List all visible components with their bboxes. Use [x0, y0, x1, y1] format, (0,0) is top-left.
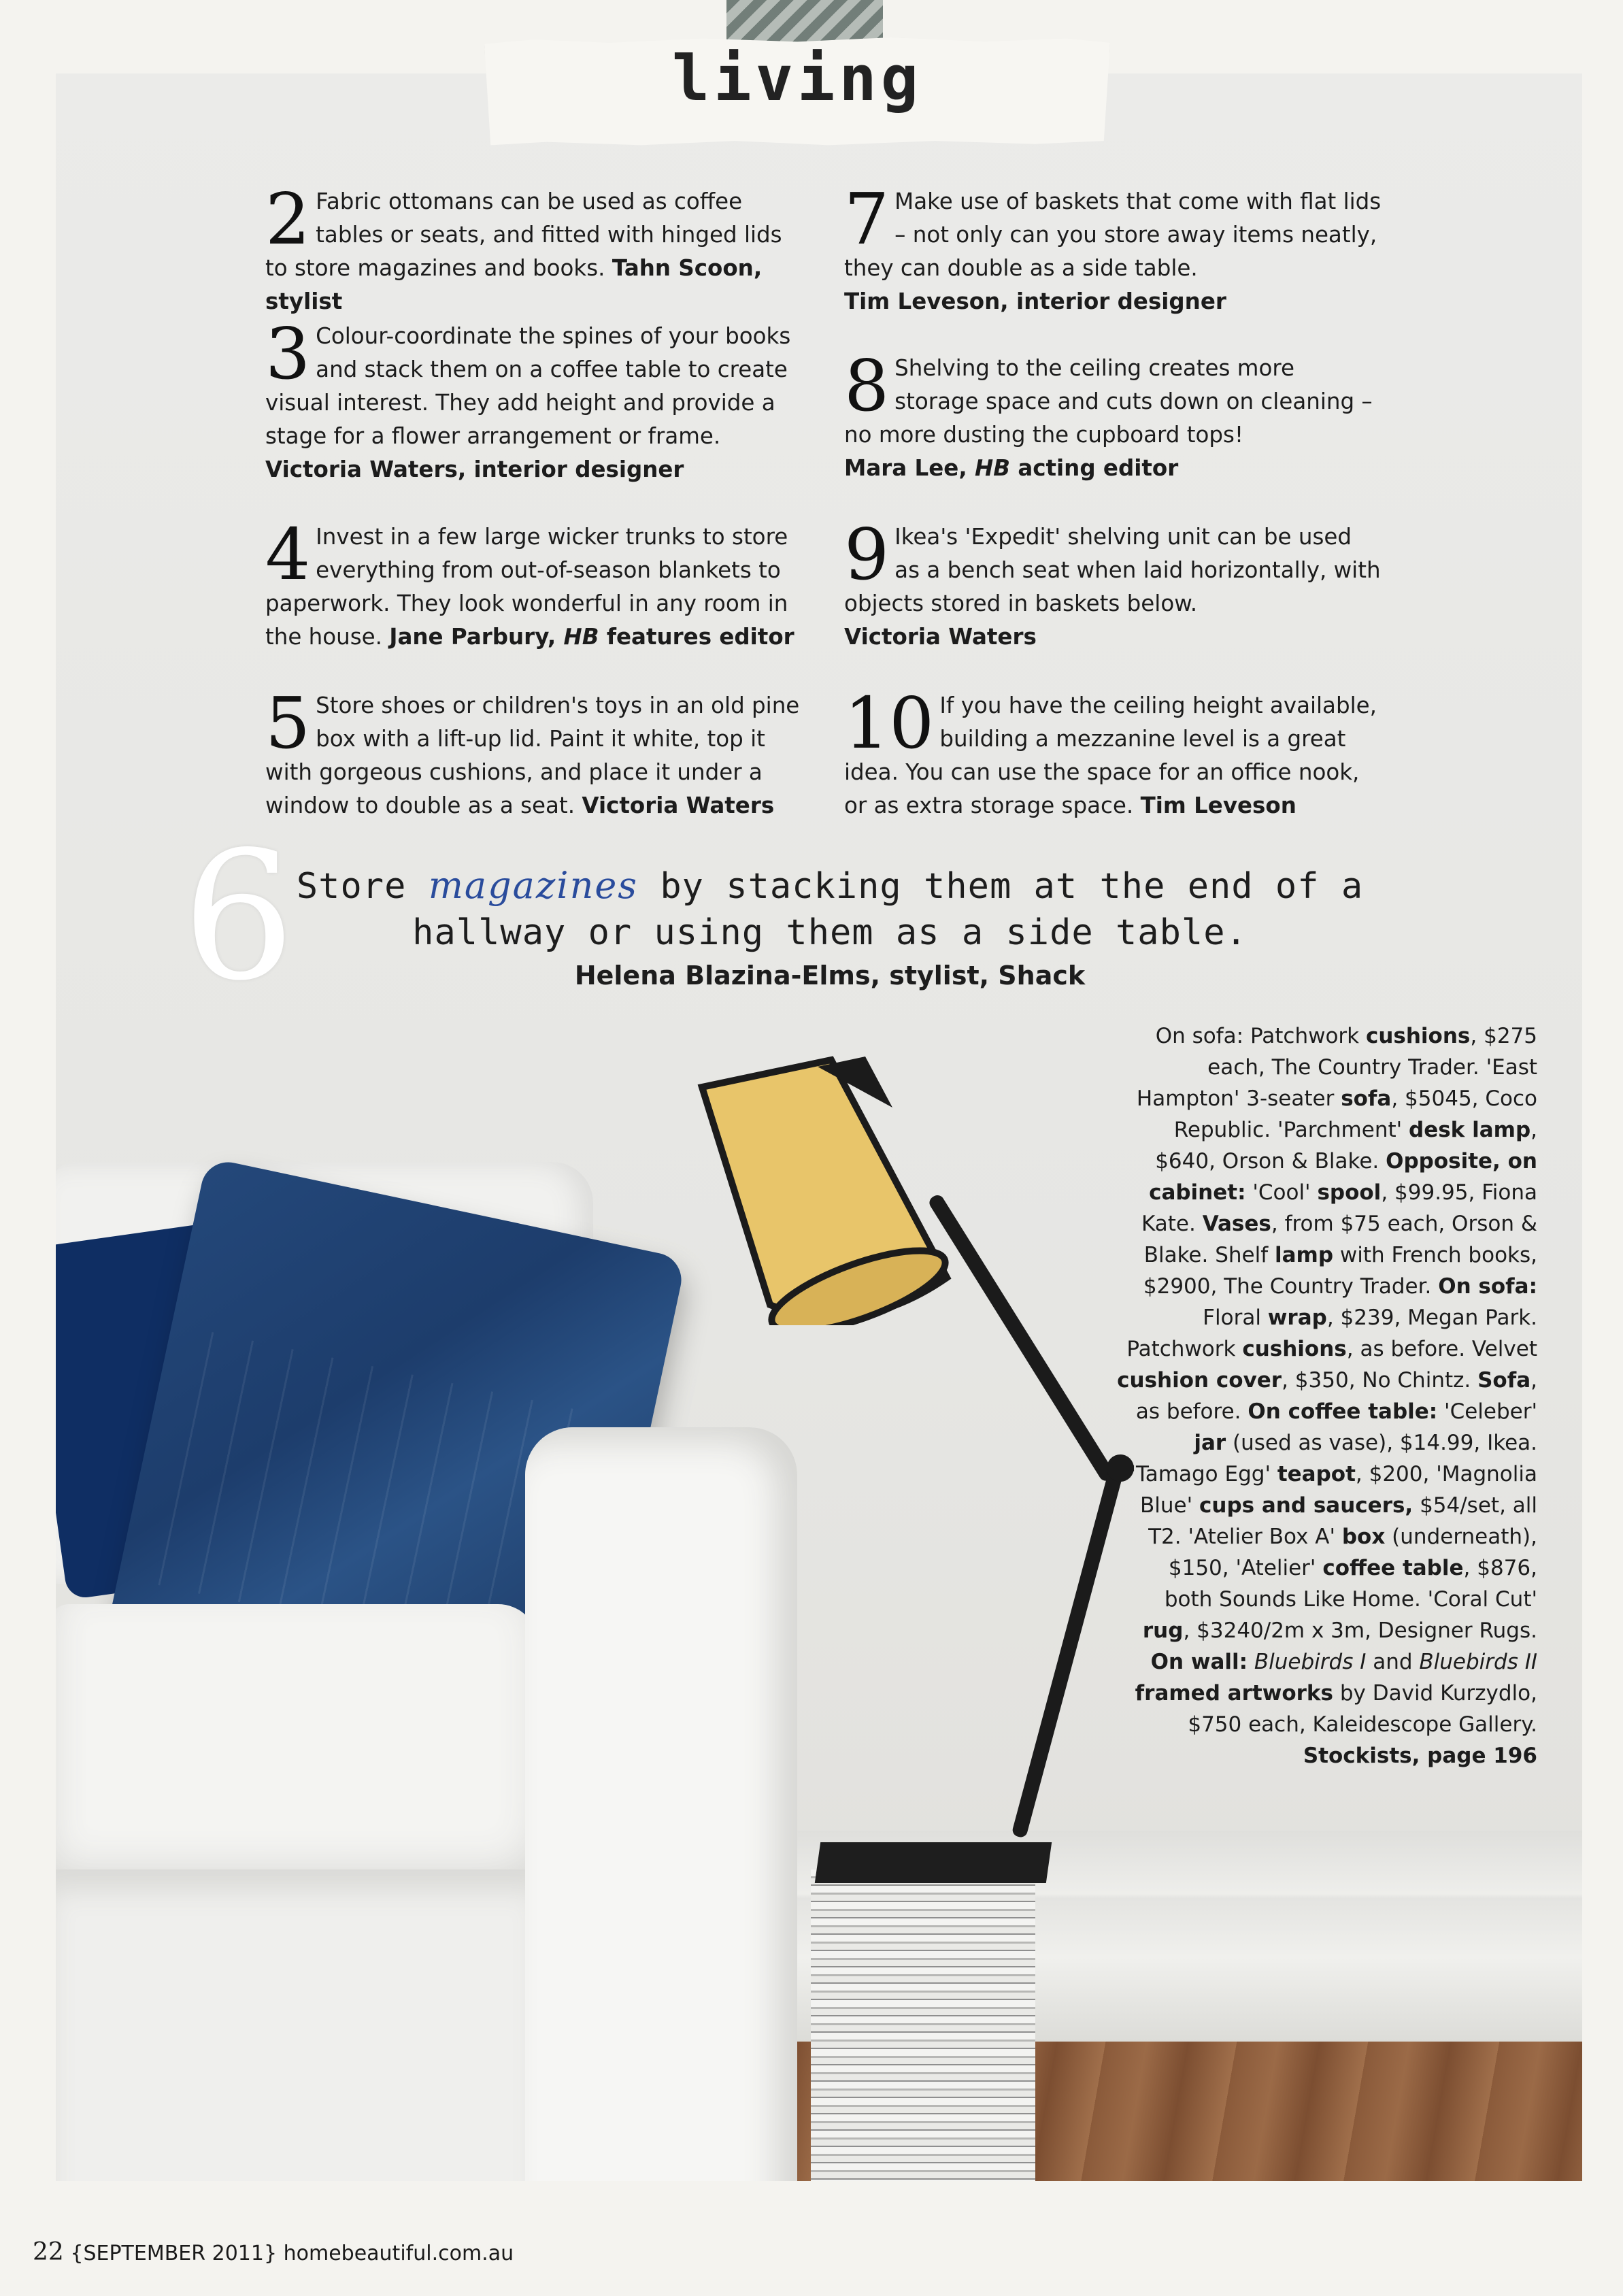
caption-run: cups and saucers, — [1199, 1493, 1413, 1518]
caption-run: On wall: — [1150, 1650, 1248, 1674]
tip-credit: Victoria Waters — [844, 624, 1037, 650]
tip-number: 4 — [265, 513, 311, 596]
caption-run: On coffee table: — [1248, 1399, 1438, 1424]
caption-run: On sofa: Patchwork — [1155, 1024, 1366, 1048]
caption-run: , from $75 each, Orson & Blake. Shelf — [1143, 1212, 1537, 1267]
caption-run: cushion cover — [1117, 1368, 1282, 1393]
tip-number: 2 — [265, 178, 311, 261]
tip-text: Invest in a few large wicker trunks to store everything from out-of-season blankets to paperwork. They look wonderful in any room in the house. — [265, 524, 788, 650]
desk-lamp-shade — [688, 1053, 974, 1325]
tip-number: 3 — [265, 312, 311, 395]
tip-number: 8 — [844, 344, 890, 427]
lamp-upper-arm — [927, 1193, 1116, 1483]
caption-run: by David Kurzydlo, $750 each, Kaleidescope Gallery. — [1188, 1681, 1537, 1737]
pull-quote-number: 6 — [182, 814, 295, 1020]
tip-3 — [265, 312, 803, 486]
lamp-lower-arm — [1011, 1467, 1124, 1839]
section-title: living — [671, 42, 923, 115]
caption-run: , $876, both Sounds Like Home. 'Coral Cut' — [1164, 1556, 1537, 1612]
caption-run: , $3240/2m x 3m, Designer Rugs. — [1183, 1618, 1537, 1643]
caption-run: with French books, $2900, The Country Trader. — [1143, 1243, 1537, 1299]
tip-text: Store shoes or children's toys in an old pine box with a lift-up lid. Paint it white, top it with gorgeous cushions, and place it under a window to double as a seat. — [265, 693, 800, 818]
tip-credit: Victoria Waters — [582, 793, 775, 818]
caption-run: (underneath), $150, 'Atelier' — [1168, 1525, 1537, 1580]
caption-run: cushions — [1242, 1337, 1347, 1361]
tip-text: Make use of baskets that come with flat lids – not only can you store away items neatly, they can double as a side table. — [844, 188, 1382, 281]
tip-credit: Jane Parbury, HB features editor — [389, 624, 794, 650]
sofa-base — [56, 1869, 539, 2181]
caption-run: teapot — [1277, 1462, 1356, 1486]
caption-run: 'Celeber' — [1437, 1399, 1537, 1424]
caption-run: cushions — [1365, 1024, 1471, 1048]
caption-run: Bluebirds II — [1419, 1650, 1537, 1674]
issue-date: {SEPTEMBER 2011} — [70, 2242, 278, 2265]
caption-run: spool — [1317, 1180, 1382, 1205]
pull-quote: Store magazines by stacking them at the end of a hallway or using them as a side table. — [296, 864, 1364, 953]
sofa-arm — [525, 1427, 797, 2181]
caption-run: $54/set, all T2. 'Atelier Box A' — [1148, 1493, 1537, 1549]
caption-run: 'Cool' — [1245, 1180, 1318, 1205]
tip-7 — [844, 178, 1382, 318]
tip-5 — [265, 682, 803, 822]
handwritten-word: magazines — [428, 864, 639, 907]
tip-credit: Mara Lee, HB acting editor — [844, 455, 1179, 481]
caption-run: , $275 each, The Country Trader. 'East Hampton' 3-seater — [1136, 1024, 1537, 1111]
tip-text: Fabric ottomans can be used as coffee tables or seats, and fitted with hinged lids to store magazines and books. — [265, 188, 782, 281]
caption-run: sofa — [1341, 1086, 1392, 1111]
caption-run: and — [1366, 1650, 1420, 1674]
sofa-seat — [56, 1604, 539, 1890]
caption-run: Vases — [1202, 1212, 1271, 1236]
magazine-stack — [811, 1869, 1035, 2181]
caption-run: Floral — [1203, 1305, 1268, 1330]
caption-run: , $5045, Coco Republic. 'Parchment' — [1173, 1086, 1537, 1142]
caption-run: desk lamp — [1409, 1118, 1531, 1142]
page-footer — [33, 2238, 514, 2266]
tip-number: 10 — [844, 682, 935, 765]
tip-credit: Tim Leveson, interior designer — [844, 288, 1226, 314]
tip-number: 5 — [265, 682, 311, 765]
caption-run: coffee table — [1322, 1556, 1464, 1580]
caption-run: , $99.95, Fiona Kate. — [1141, 1180, 1537, 1236]
caption-run — [1248, 1650, 1254, 1674]
caption-run: Sofa — [1477, 1368, 1531, 1393]
caption-run: lamp — [1275, 1243, 1334, 1267]
pull-quote-credit: Helena Blazina-Elms, stylist, Shack — [574, 961, 1086, 991]
tip-8 — [844, 344, 1382, 485]
caption-run: rug — [1142, 1618, 1184, 1643]
page-number: 22 — [33, 2238, 64, 2266]
caption-run: jar — [1194, 1431, 1226, 1455]
caption-run: Opposite, on cabinet: — [1149, 1149, 1537, 1205]
caption-run: (used as vase), $14.99, Ikea. 'Tamago Egg' — [1130, 1431, 1537, 1486]
tip-text: If you have the ceiling height available, building a mezzanine level is a great idea. You can use the space for an office nook, or as extra storage space. — [844, 693, 1377, 818]
tip-number: 7 — [844, 178, 890, 261]
tip-2 — [265, 178, 803, 318]
tip-text: Colour-coordinate the spines of your books and stack them on a coffee table to create visual interest. They add height and provide a stage for a flower arrangement or frame. — [265, 323, 791, 449]
tip-10 — [844, 682, 1382, 822]
product-caption — [1116, 1020, 1537, 1771]
caption-run: , $350, No Chintz. — [1282, 1368, 1478, 1393]
tip-4 — [265, 513, 803, 654]
tip-credit: Tim Leveson — [1140, 793, 1296, 818]
caption-run: box — [1341, 1525, 1386, 1549]
caption-run: On sofa: — [1438, 1274, 1537, 1299]
caption-run: , $200, 'Magnolia Blue' — [1140, 1462, 1537, 1518]
tip-9 — [844, 513, 1382, 654]
caption-run: wrap — [1267, 1305, 1327, 1330]
tip-credit: Tahn Scoon, stylist — [265, 255, 763, 314]
tip-credit: Victoria Waters, interior designer — [265, 456, 684, 482]
caption-run: , as before. — [1135, 1368, 1537, 1424]
caption-run: , $239, Megan Park. Patchwork — [1126, 1305, 1537, 1361]
caption-run: , as before. Velvet — [1346, 1337, 1537, 1361]
lamp-base — [815, 1842, 1052, 1883]
tip-text: Ikea's 'Expedit' shelving unit can be used as a bench seat when laid horizontally, with objects stored in baskets below. — [844, 524, 1381, 616]
caption-run: Bluebirds I — [1254, 1650, 1367, 1674]
caption-run: , $640, Orson & Blake. — [1155, 1118, 1537, 1174]
tip-number: 9 — [844, 513, 890, 596]
website: homebeautiful.com.au — [283, 2242, 514, 2265]
caption-run: Stockists, page 196 — [1303, 1744, 1537, 1768]
caption-run: framed artworks — [1135, 1681, 1333, 1706]
tip-text: Shelving to the ceiling creates more storage space and cuts down on cleaning – no more dusting the cupboard tops! — [844, 355, 1373, 448]
